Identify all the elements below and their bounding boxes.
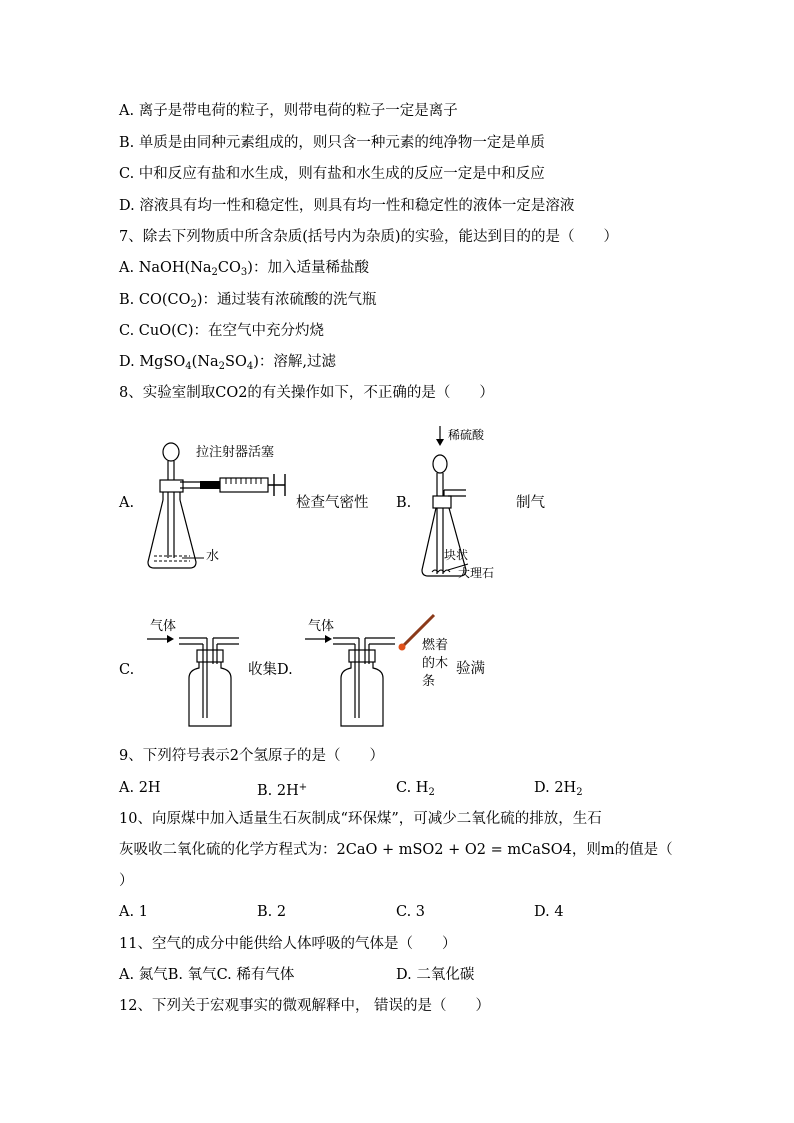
q9-option-c: C. $H_2$: [396, 780, 435, 798]
q6-option-d: D. 溶液具有均一性和稳定性，则具有均一性和稳定性的液体一定是溶液: [119, 198, 575, 214]
q10-option-c: C. 3: [396, 904, 426, 920]
q10-option-a: A. 1: [119, 904, 148, 920]
syringe-label: 拉注射器活塞: [196, 445, 275, 460]
q10-option-b: B. 2: [257, 904, 287, 920]
gas-collection-bottle-figure: [145, 630, 245, 730]
gas-label-c: 气体: [150, 619, 177, 634]
q10-line-1: 10、向原煤中加入适量生石灰制成“环保煤”，可减少二氧化硫的排放，生石: [119, 811, 602, 827]
q11-options-abc: A. 氮气B. 氧气C. 稀有气体: [119, 967, 295, 983]
q10-option-d: D. 4: [534, 904, 564, 920]
q11-option-d: D. 二氧化碳: [396, 967, 475, 983]
q6-option-b: B. 单质是由同种元素组成的，则只含一种元素的纯净物一定是单质: [119, 135, 545, 151]
burning-stick-label-2: 的木: [422, 656, 449, 671]
q7-option-a: A. $NaOH(Na_2CO_3)$：加入适量稀盐酸: [119, 260, 369, 278]
marble-label-2: 大理石: [458, 566, 495, 580]
q7-stem: 7、除去下列物质中所含杂质(括号内为杂质)的实验，能达到目的的是（ ）: [119, 229, 619, 245]
gas-label-d: 气体: [308, 619, 335, 634]
q8-stem: 8、实验室制取CO2的有关操作如下，不正确的是（ ）: [119, 385, 494, 401]
q9-option-d: D. $2H_2$: [534, 780, 583, 798]
q9-stem: 9、下列符号表示2个氢原子的是（ ）: [119, 748, 384, 764]
acid-label: 稀硫酸: [448, 428, 485, 442]
burning-stick-label-3: 条: [422, 674, 436, 689]
q11-stem: 11、空气的成分中能供给人体呼吸的气体是（ ）: [119, 936, 457, 952]
q8-option-a-caption: 检查气密性: [296, 495, 369, 511]
q8-option-d-caption: 验满: [456, 661, 485, 677]
q8-option-b-caption: 制气: [516, 495, 545, 511]
burning-stick-label-1: 燃着: [422, 638, 449, 653]
q10-line-2: 灰吸收二氧化硫的化学方程式为：2CaO + mSO2 + O2 = mCaSO4，则m的值是（: [119, 842, 673, 858]
q6-option-c: C. 中和反应有盐和水生成，则有盐和水生成的反应一定是中和反应: [119, 166, 545, 182]
q12-stem: 12、下列关于宏观事实的微观解释中， 错误的是（ ）: [119, 998, 491, 1014]
q7-option-d: D. $MgSO_4(Na_2SO_4)$：溶解,过滤: [119, 354, 337, 372]
water-label: 水: [206, 549, 220, 564]
q9-option-a: A. 2H: [119, 780, 161, 796]
q8-option-c-caption: 收集D.: [248, 662, 293, 678]
marble-label-1: 块状: [444, 548, 469, 562]
q7-option-c: C. CuO(C)：在空气中充分灼烧: [119, 323, 325, 339]
q8-option-b-label: B.: [396, 495, 412, 511]
q8-option-a-label: A.: [119, 495, 135, 511]
q8-option-c-label: C.: [119, 662, 135, 678]
q6-option-a: A. 离子是带电荷的粒子，则带电荷的粒子一定是离子: [119, 103, 458, 119]
q7-option-b: B. $CO(CO_2)$：通过装有浓硫酸的洗气瓶: [119, 292, 377, 310]
q9-option-b: B. 2H+: [257, 782, 308, 799]
q10-line-3: ）: [119, 873, 134, 889]
